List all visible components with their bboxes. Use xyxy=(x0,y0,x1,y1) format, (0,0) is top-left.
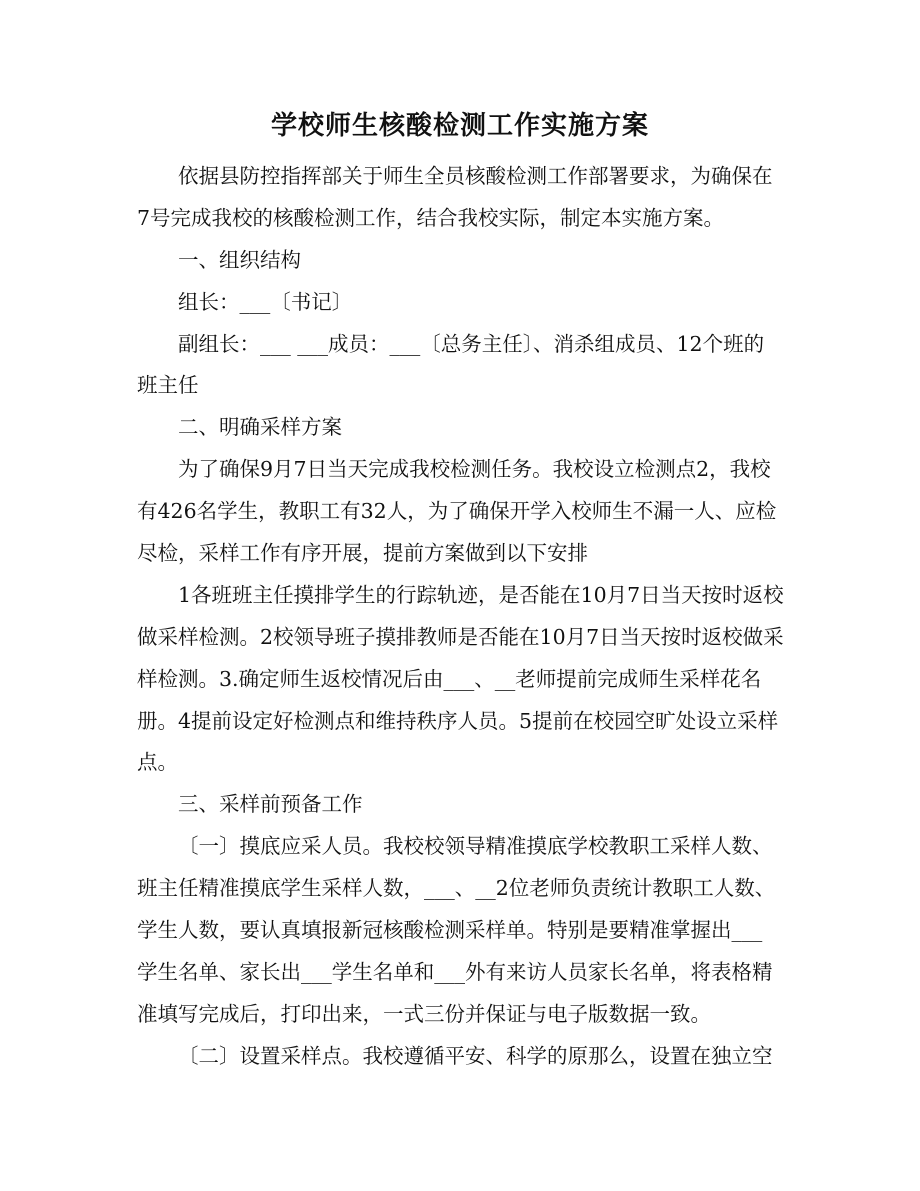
arrangement-line-4: 册。4提前设定好检测点和维持秩序人员。5提前在校园空旷处设立采样 xyxy=(137,708,779,733)
sampling-plan-line-1: 为了确保9月7日当天完成我校检测任务。我校设立检测点2，我校 xyxy=(178,457,771,482)
team-leader-line: 组长：___〔书记〕 xyxy=(178,289,353,314)
sampling-site-line-1: 〔二〕设置采样点。我校遵循平安、科学的原那么，设置在独立空 xyxy=(178,1043,773,1068)
arrangement-line-1: 1各班班主任摸排学生的行踪轨迹，是否能在10月7日当天按时返校 xyxy=(178,582,784,607)
arrangement-line-5: 点。 xyxy=(137,750,178,775)
preparation-line-1: 〔一〕摸底应采人员。我校校领导精准摸底学校教职工采样人数、 xyxy=(178,834,773,859)
sampling-plan-line-3: 尽检，采样工作有序开展，提前方案做到以下安排 xyxy=(137,541,588,566)
section-heading-sampling-plan: 二、明确采样方案 xyxy=(178,415,342,440)
section-heading-preparation: 三、采样前预备工作 xyxy=(178,792,363,817)
deputy-leader-line-1: 副组长：___ ___成员：___〔总务主任〕、消杀组成员、12个班的 xyxy=(178,331,765,356)
paragraph-intro-line-1: 依据县防控指挥部关于师生全员核酸检测工作部署要求，为确保在 xyxy=(178,164,773,188)
arrangement-line-3: 样检测。3.确定师生返校情况后由___、__老师提前完成师生采样花名 xyxy=(137,666,762,691)
preparation-line-4: 学生名单、家长出___学生名单和___外有来访人员家长名单，将表格精 xyxy=(137,959,773,984)
deputy-leader-line-2: 班主任 xyxy=(137,373,199,398)
preparation-line-2: 班主任精准摸底学生采样人数，___、__2位老师负责统计教职工人数、 xyxy=(137,876,776,901)
document-title: 学校师生核酸检测工作实施方案 xyxy=(270,111,649,141)
arrangement-line-2: 做采样检测。2校领导班子摸排教师是否能在10月7日当天按时返校做采 xyxy=(137,624,784,649)
paragraph-intro-line-2: 7号完成我校的核酸检测工作，结合我校实际，制定本实施方案。 xyxy=(137,205,725,230)
document-body xyxy=(137,156,787,1078)
section-heading-organization: 一、组织结构 xyxy=(178,247,301,272)
sampling-plan-line-2: 有426名学生，教职工有32人，为了确保开学入校师生不漏一人、应检 xyxy=(137,499,777,524)
preparation-line-5: 准填写完成后，打印出来，一式三份并保证与电子版数据一致。 xyxy=(137,1001,711,1026)
preparation-line-3: 学生人数，要认真填报新冠核酸检测采样单。特别是要精准掌握出___ xyxy=(137,918,763,943)
